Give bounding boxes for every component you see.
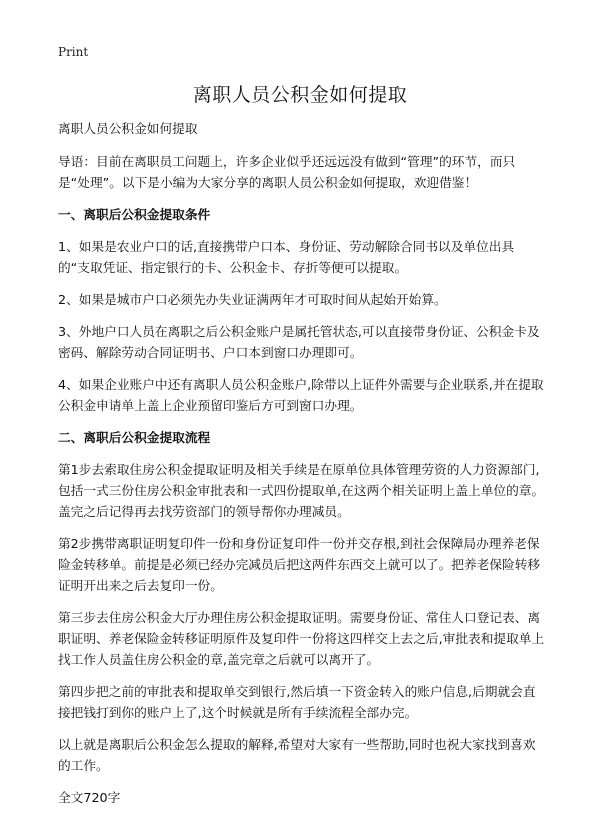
- condition-item-3: 3、外地户口人员在离职之后公积金账户是属托管状态,可以直接带身份证、公积金卡及密码、解除劳动合同证明书、户口本到窗口办理即可。: [58, 324, 540, 360]
- article-subtitle: 离职人员公积金如何提取: [58, 121, 198, 136]
- process-step-4: 第四步把之前的审批表和提取单交到银行,然后填一下资金转入的账户信息,后期就会直接把钱打到你的账户上了,这个时候就是所有手续流程全部办完。: [58, 684, 536, 720]
- word-count: 全文720字: [58, 790, 121, 805]
- intro-paragraph: 导语：目前在离职员工问题上，许多企业似乎还远远没有做到“管理”的环节，而只是“处理”。以下是小编为大家分享的离职人员公积金如何提取，欢迎借鉴！: [58, 154, 516, 190]
- condition-item-2: 2、如果是城市户口必须先办失业证满两年才可取时间从起始开始算。: [58, 292, 447, 307]
- closing-paragraph: 以上就是离职后公积金怎么提取的解释,希望对大家有一些帮助,同时也祝大家找到喜欢的工作。: [58, 737, 536, 773]
- article-body: [58, 118, 546, 819]
- process-step-3: 第三步去住房公积金大厅办理住房公积金提取证明。需要身份证、常住人口登记表、离职证明、养老保险金转移证明原件及复印件一份将这四样交上去之后,审批表和提取单上找工作人员盖住房公积金的章,盖完章之后就可以离开了。: [58, 610, 545, 667]
- page-title: 离职人员公积金如何提取: [192, 84, 408, 106]
- condition-item-1: 1、如果是农业户口的话,直接携带户口本、身份证、劳动解除合同书以及单位出具的“支取凭证、指定银行的卡、公积金卡、存折等便可以提取。: [58, 239, 515, 275]
- section-heading-process: 二、离职后公积金提取流程: [58, 430, 211, 445]
- section-heading-conditions: 一、离职后公积金提取条件: [58, 207, 211, 222]
- process-step-2: 第2步携带离职证明复印件一份和身份证复印件一份并交存根,到社会保障局办理养老保险金转移单。前提是必须已经办完减员后把这两件东西交上就可以了。把养老保险转移证明开出来之后去复印一份。: [58, 536, 541, 593]
- condition-item-4: 4、如果企业账户中还有离职人员公积金账户,除带以上证件外需要与企业联系,并在提取公积金申请单上盖上企业预留印鉴后方可到窗口办理。: [58, 377, 544, 413]
- process-step-1: 第1步去索取住房公积金提取证明及相关手续是在原单位具体管理劳资的人力资源部门,包括一式三份住房公积金审批表和一式四份提取单,在这两个相关证明上盖上单位的章。盖完之后记得再去找劳资部门的领导帮你办理减员。: [58, 462, 545, 519]
- print-link[interactable]: Print: [58, 45, 89, 59]
